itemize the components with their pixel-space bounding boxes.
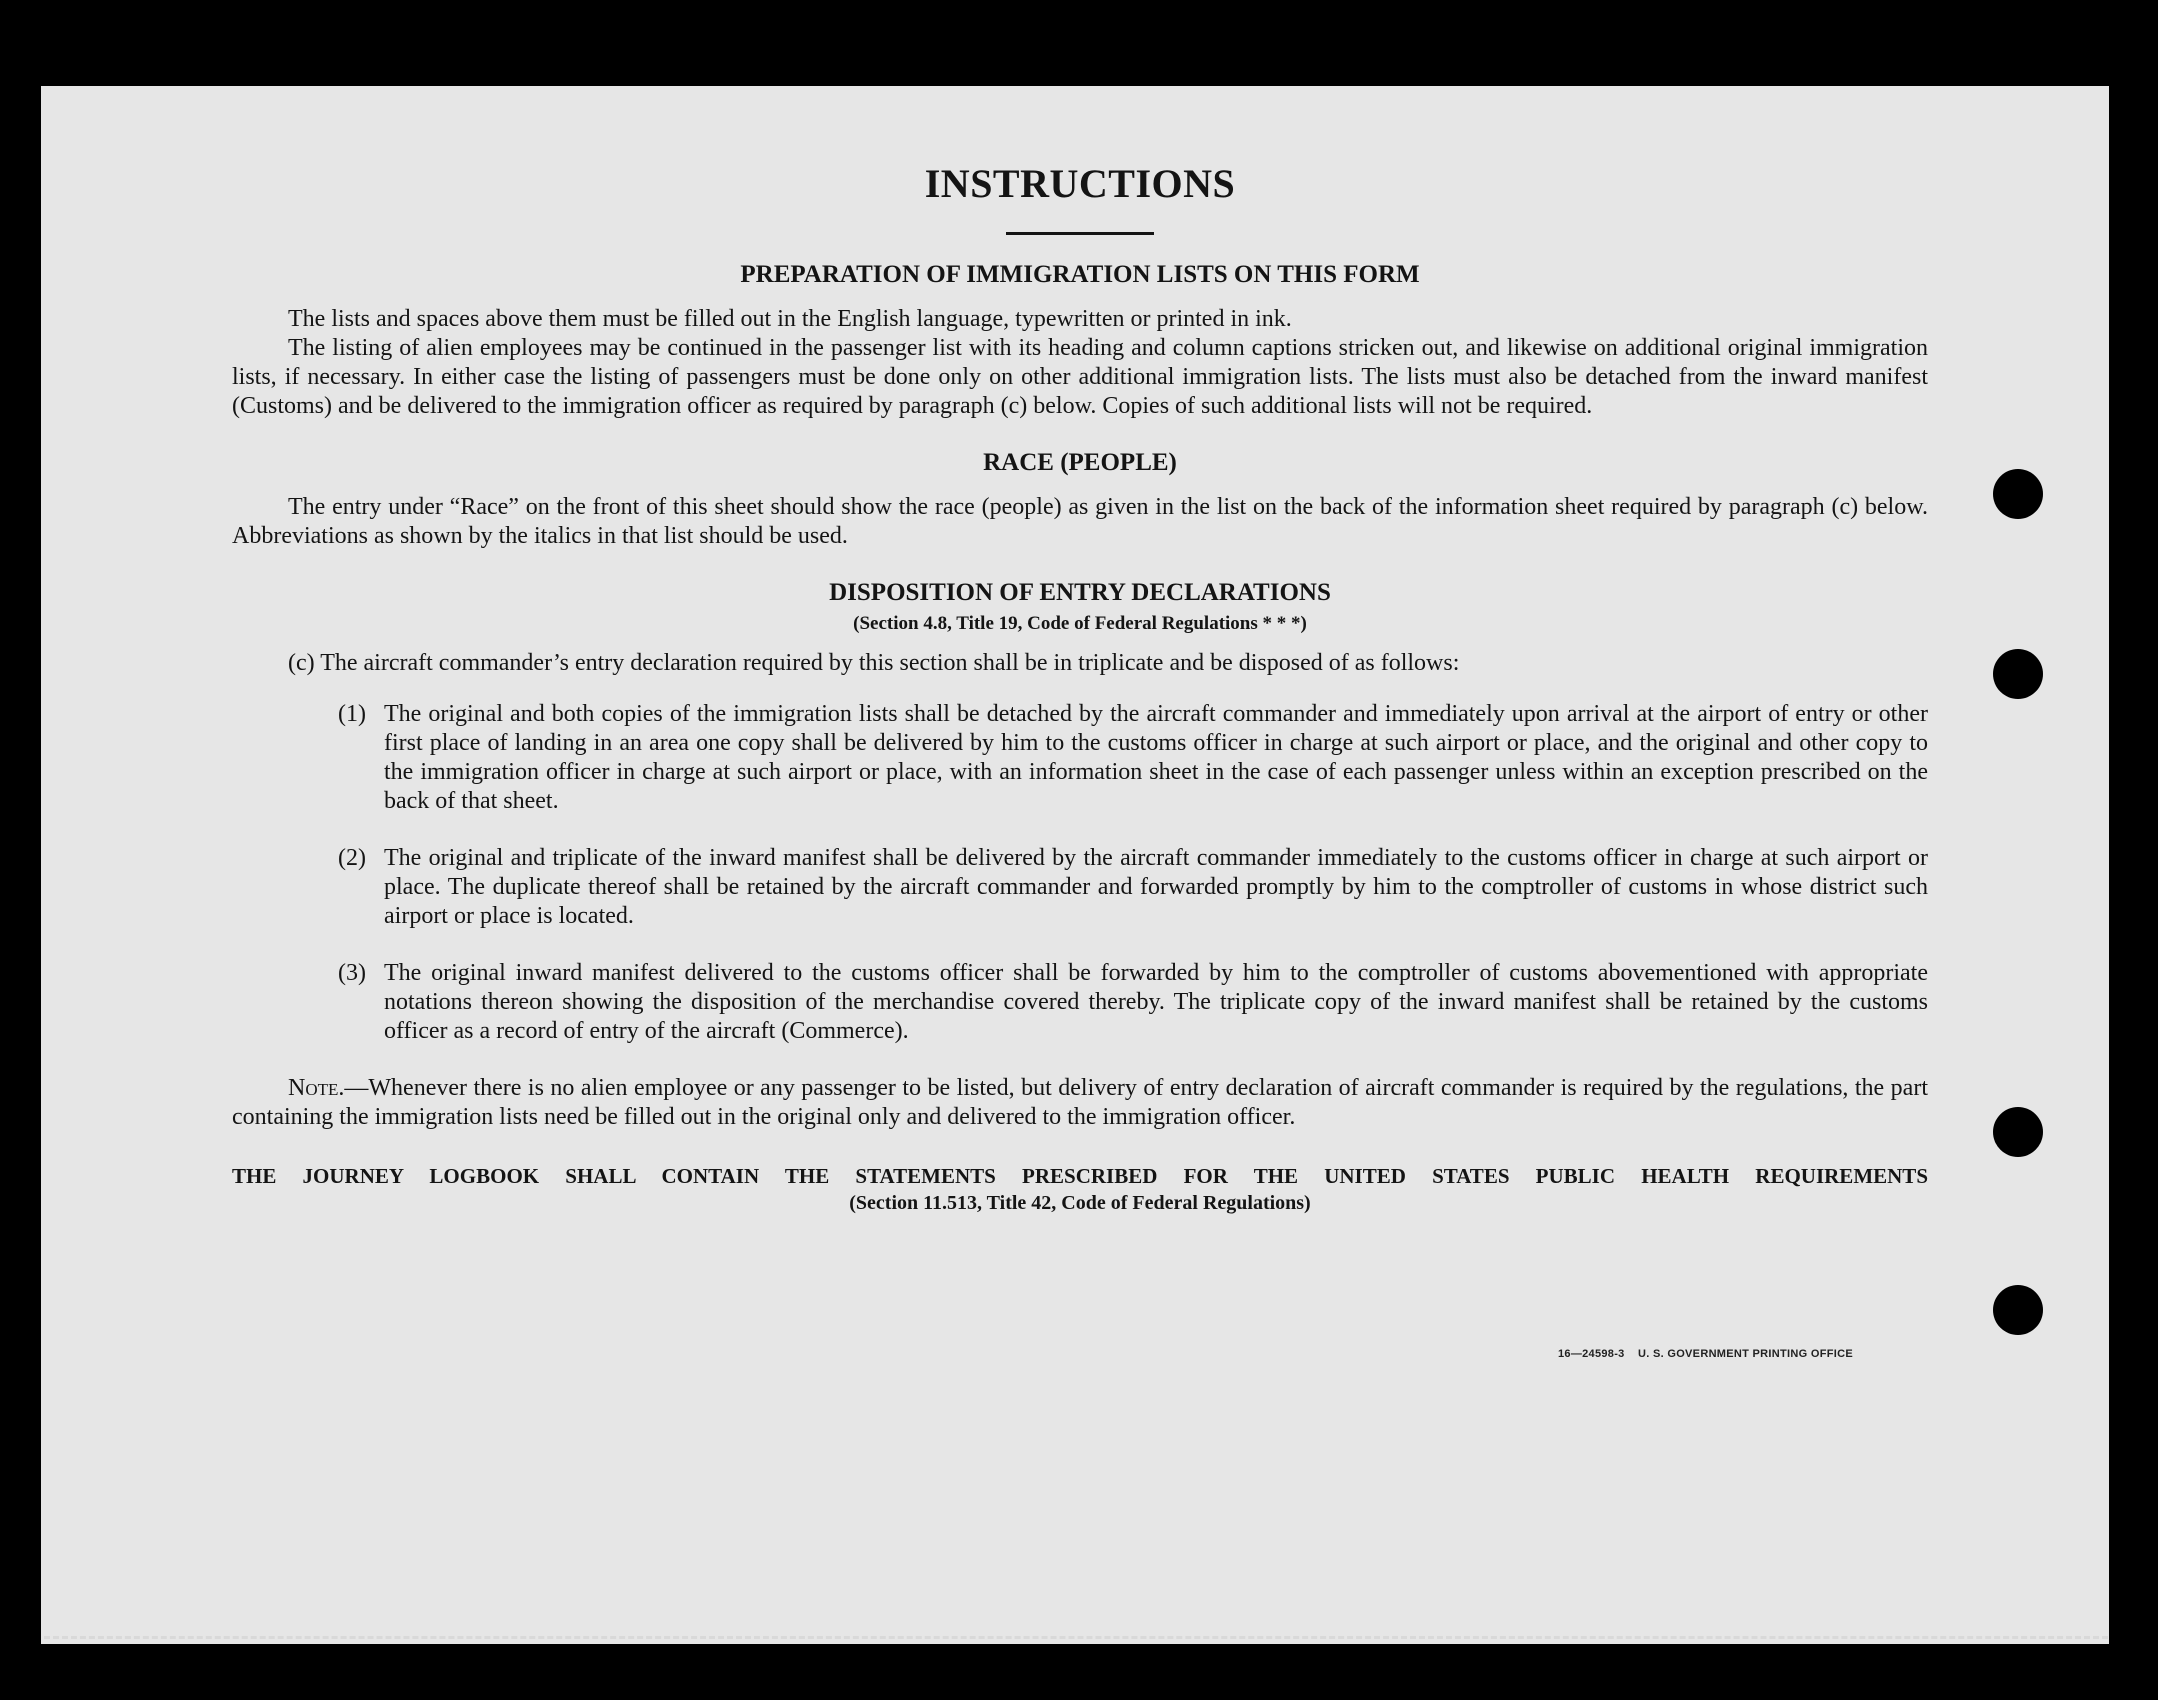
list-item (338, 959, 1928, 1046)
punch-hole (1993, 1107, 2043, 1157)
logbook-citation: (Section 11.513, Title 42, Code of Federal Regulations) (849, 1192, 1311, 1214)
section-heading: PREPARATION OF IMMIGRATION LISTS ON THIS FORM (740, 261, 1420, 288)
note-label: Note. (288, 1075, 345, 1101)
printing-office-imprint: 16—24598-3 U. S. GOVERNMENT PRINTING OFFICE (1558, 1348, 1853, 1360)
paragraph-c: (c) The aircraft commander’s entry declaration required by this section shall be in triplicate and be disposed of as follows: (288, 650, 1460, 676)
paragraph: The lists and spaces above them must be filled out in the English language, typewritten or printed in ink. (288, 306, 1292, 332)
section-race (232, 447, 1928, 551)
punch-hole (1993, 1285, 2043, 1335)
punch-hole (1993, 649, 2043, 699)
instructions-content (232, 160, 1928, 1228)
item-text: The original and both copies of the immigration lists shall be detached by the aircraft commander and immediately upon arrival at the airport of entry or other first place of landing in an area one copy shall be delivered by him to the customs officer in charge at such airport or place, and the original and other copy to the immigration officer in charge at such airport or place, with an information sheet in the case of each passenger unless within an exception prescribed on the back of that sheet. (384, 701, 1928, 814)
item-text: The original and triplicate of the inward manifest shall be delivered by the aircraft commander immediately to the customs officer in charge at such airport or place. The duplicate thereof shall be retained by the aircraft commander and forwarded promptly by him to the comptroller of customs in whose district such airport or place is located. (384, 845, 1928, 929)
perforation-line (44, 1636, 2108, 1639)
section-heading: RACE (PEOPLE) (983, 449, 1177, 476)
item-number: (3) (338, 960, 366, 986)
citation: (Section 4.8, Title 19, Code of Federal Regulations * * *) (853, 613, 1307, 634)
list-item (338, 844, 1928, 931)
item-number: (1) (338, 701, 366, 727)
section-disposition (232, 577, 1928, 1046)
item-text: The original inward manifest delivered to the customs officer shall be forwarded by him to the comptroller of customs abovementioned with appropriate notations thereon showing the disposition of the merchandise covered thereby. The triplicate copy of the inward manifest shall be retained by the customs officer as a record of entry of the aircraft (Commerce). (384, 960, 1928, 1044)
item-number: (2) (338, 845, 366, 871)
punch-hole (1993, 469, 2043, 519)
page-title: INSTRUCTIONS (924, 161, 1236, 206)
title-rule (1006, 232, 1154, 235)
note-text: —Whenever there is no alien employee or any passenger to be listed, but delivery of entry declaration of aircraft commander is required by the regulations, the part containing the immigration lists need be filled out in the original only and delivered to the immigration officer. (232, 1075, 1928, 1130)
paragraph: The entry under “Race” on the front of this sheet should show the race (people) as given in the list on the back of the information sheet required by paragraph (c) below. Abbreviations as shown by the italics in that list should be used. (232, 494, 1928, 549)
section-preparation (232, 259, 1928, 421)
note-paragraph (232, 1074, 1928, 1132)
section-heading: DISPOSITION OF ENTRY DECLARATIONS (829, 579, 1331, 606)
logbook-heading: THE JOURNEY LOGBOOK SHALL CONTAIN THE STATEMENTS PRESCRIBED FOR THE UNITED STATES PUBLIC HEALTH REQUIREMENTS (232, 1164, 1928, 1188)
paragraph: The listing of alien employees may be continued in the passenger list with its heading and column captions stricken out, and likewise on additional original immigration lists, if necessary. In either case the listing of passengers must be done only on other additional immigration lists. The lists must also be detached from the inward manifest (Customs) and be delivered to the immigration officer as required by paragraph (c) below. Copies of such additional lists will not be required. (232, 335, 1928, 419)
list-item (338, 700, 1928, 816)
